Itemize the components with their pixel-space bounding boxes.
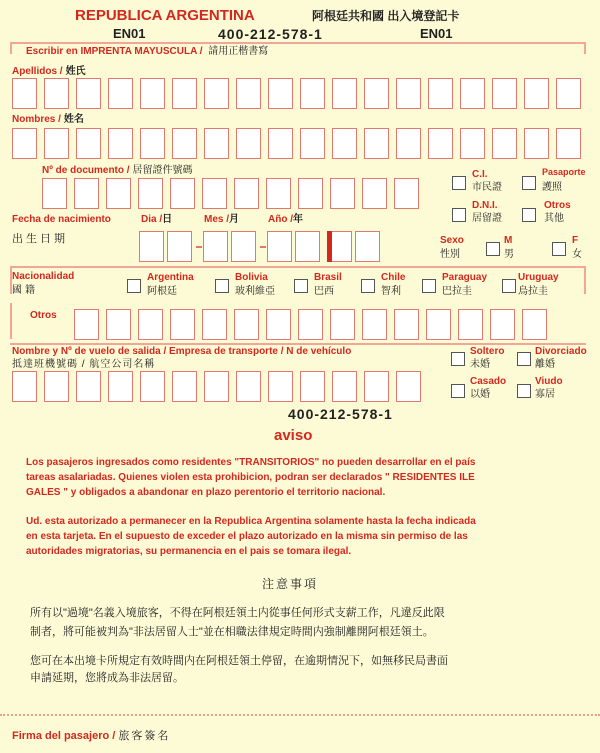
apellido-char-box[interactable] [332, 78, 357, 109]
otros-char-box[interactable] [362, 309, 387, 340]
fecha-char-box[interactable] [167, 231, 192, 262]
notice-p1-line1: 所有以"過境"名義入境旅客，不得在阿根廷領土内從事任何形式支薪工作，凡違反此限 [30, 607, 445, 619]
nombres-label: Nombres / 姓名 [12, 114, 84, 125]
top-frame-line [10, 42, 586, 44]
dni-checkbox[interactable] [452, 208, 466, 222]
fecha-separator [196, 246, 202, 248]
otros-char-box[interactable] [426, 309, 451, 340]
apellido-char-box[interactable] [428, 78, 453, 109]
nac-argentina-label-zh: 阿根廷 [147, 286, 177, 297]
apellido-char-box[interactable] [556, 78, 581, 109]
signature-separator [0, 714, 600, 716]
documento-char-box[interactable] [298, 178, 323, 209]
apellido-char-box[interactable] [140, 78, 165, 109]
nombre-char-box[interactable] [428, 128, 453, 159]
nac-paraguay-checkbox[interactable] [422, 279, 436, 293]
otros-char-box[interactable] [490, 309, 515, 340]
otros-char-box[interactable] [170, 309, 195, 340]
nombre-char-box[interactable] [76, 128, 101, 159]
nac-bolivia-label-zh: 玻利維亞 [235, 286, 275, 297]
apellido-char-box[interactable] [204, 78, 229, 109]
fecha-char-box[interactable] [295, 231, 320, 262]
apellido-char-box[interactable] [492, 78, 517, 109]
sexo-m-label: M [504, 235, 513, 246]
nombre-char-box[interactable] [204, 128, 229, 159]
country-title: REPUBLICA ARGENTINA [75, 7, 255, 24]
vuelo-char-box[interactable] [140, 371, 165, 402]
aviso-p1-line3: GALES " y obligados a abandonar en plazo perentorio el territorio nacional. [26, 487, 386, 498]
otros-char-box[interactable] [298, 309, 323, 340]
otros-doc-label: Otros [544, 200, 571, 211]
casado-label: Casado [470, 376, 507, 387]
apellido-char-box[interactable] [524, 78, 549, 109]
otros-char-box[interactable] [458, 309, 483, 340]
documento-char-box[interactable] [138, 178, 163, 209]
vuelo-char-box[interactable] [12, 371, 37, 402]
nombre-char-box[interactable] [172, 128, 197, 159]
sexo-label: Sexo [440, 235, 464, 246]
apellido-char-box[interactable] [300, 78, 325, 109]
viudo-checkbox[interactable] [517, 384, 531, 398]
otros-char-box[interactable] [266, 309, 291, 340]
otros-doc-label-zh: 其他 [544, 213, 564, 224]
aviso-p2-line1: Ud. esta autorizado a permanecer en la Republica Argentina solamente hasta la fecha indicada [26, 516, 476, 527]
nac-uruguay-checkbox[interactable] [502, 279, 516, 293]
notice-p2-line1: 您可在本出境卡所規定有效時間内在阿根廷領土停留，在逾期情況下，如無移民局書面 [30, 655, 448, 667]
code-right: EN01 [420, 26, 453, 41]
nombre-char-box[interactable] [332, 128, 357, 159]
card-number-repeat: 400-212-578-1 [288, 406, 393, 422]
nac-brasil-label: Brasil [314, 272, 342, 283]
code-left: EN01 [113, 26, 146, 41]
documento-char-box[interactable] [170, 178, 195, 209]
fecha-char-box[interactable] [203, 231, 228, 262]
nac-chile-label-zh: 智利 [381, 286, 401, 297]
apellido-char-box[interactable] [460, 78, 485, 109]
aviso-title: aviso [274, 427, 313, 444]
chinese-title: 阿根廷共和國 出入境登記卡 [312, 9, 460, 23]
vuelo-char-box[interactable] [44, 371, 69, 402]
vuelo-char-box[interactable] [396, 371, 421, 402]
nac-uruguay-label: Uruguay [518, 272, 559, 283]
aviso-p2-line2: en esta tarjeta. En el supuesto de exceder el plazo autorizado en la misma sin permiso de las [26, 531, 468, 542]
nombre-char-box[interactable] [524, 128, 549, 159]
nombre-char-box[interactable] [300, 128, 325, 159]
documento-label: Nº de documento / 居留證件號碼 [42, 165, 193, 176]
documento-char-box[interactable] [362, 178, 387, 209]
vuelo-char-box[interactable] [364, 371, 389, 402]
documento-char-box[interactable] [42, 178, 67, 209]
viudo-label-zh: 寡居 [535, 389, 555, 400]
nac-otros-label: Otros [30, 310, 57, 321]
fecha-char-box[interactable] [231, 231, 256, 262]
firma-label[interactable]: Firma del pasajero / 旅客簽名 [12, 730, 171, 742]
otros-char-box[interactable] [74, 309, 99, 340]
middle-frame-line [10, 266, 586, 268]
vuelo-char-box[interactable] [76, 371, 101, 402]
documento-char-box[interactable] [202, 178, 227, 209]
nombre-char-box[interactable] [44, 128, 69, 159]
nac-chile-checkbox[interactable] [361, 279, 375, 293]
nombre-char-box[interactable] [556, 128, 581, 159]
sexo-m-checkbox[interactable] [486, 242, 500, 256]
fecha-char-box[interactable] [267, 231, 292, 262]
divorciado-checkbox[interactable] [517, 352, 531, 366]
vuelo-label: Nombre y Nº de vuelo de salida / Empresa de transporte / N de vehículo [12, 346, 352, 357]
nac-paraguay-label-zh: 巴拉圭 [442, 286, 472, 297]
dni-label-zh: 居留證 [472, 213, 502, 224]
card-number: 400-212-578-1 [218, 26, 323, 42]
nacimiento-label: Fecha de nacimiento [12, 214, 111, 225]
notice-p1-line2: 制者，將可能被判為"非法居留人士"並在相職法律規定時間内強制離開阿根廷領土。 [30, 626, 434, 638]
fecha-char-box[interactable] [139, 231, 164, 262]
apellido-char-box[interactable] [268, 78, 293, 109]
sexo-m-label-zh: 男 [504, 249, 514, 260]
apellidos-label: Apellidos / 姓氏 [12, 66, 86, 77]
vuelo-char-box[interactable] [204, 371, 229, 402]
vuelo-char-box[interactable] [172, 371, 197, 402]
nacionalidad-label-zh: 國籍 [12, 285, 38, 296]
dia-label: Dia /日 [141, 214, 173, 225]
viudo-label: Viudo [535, 376, 563, 387]
apellido-char-box[interactable] [44, 78, 69, 109]
apellido-char-box[interactable] [108, 78, 133, 109]
pasaporte-label-zh: 護照 [542, 182, 562, 193]
dni-label: D.N.I. [472, 200, 498, 211]
ci-label: C.I. [472, 169, 488, 180]
sexo-f-label-zh: 女 [572, 249, 582, 260]
aviso-p2-line3: autoridades migratorias, su permanencia en el pais se tomara ilegal. [26, 546, 352, 557]
notice-p2-line2: 申請延期，您將成為非法居留。 [30, 672, 184, 684]
otros-char-box[interactable] [522, 309, 547, 340]
documento-char-box[interactable] [74, 178, 99, 209]
nac-chile-label: Chile [381, 272, 406, 283]
vuelo-char-box[interactable] [108, 371, 133, 402]
documento-char-box[interactable] [234, 178, 259, 209]
nombre-char-box[interactable] [108, 128, 133, 159]
otros-char-box[interactable] [330, 309, 355, 340]
nac-brasil-checkbox[interactable] [294, 279, 308, 293]
nombre-char-box[interactable] [492, 128, 517, 159]
nombre-char-box[interactable] [12, 128, 37, 159]
nombre-char-box[interactable] [460, 128, 485, 159]
nac-bolivia-checkbox[interactable] [215, 279, 229, 293]
vuelo-char-box[interactable] [268, 371, 293, 402]
otros-char-box[interactable] [234, 309, 259, 340]
divorciado-label: Divorciado [535, 346, 587, 357]
vuelo-char-box[interactable] [236, 371, 261, 402]
nac-uruguay-label-zh: 烏拉圭 [518, 286, 548, 297]
nac-argentina-checkbox[interactable] [127, 279, 141, 293]
documento-char-box[interactable] [106, 178, 131, 209]
apellido-char-box[interactable] [76, 78, 101, 109]
soltero-label: Soltero [470, 346, 505, 357]
vuelo-char-box[interactable] [300, 371, 325, 402]
pasaporte-checkbox[interactable] [522, 176, 536, 190]
vuelo-char-box[interactable] [332, 371, 357, 402]
instruction-label: Escribir en IMPRENTA MAYUSCULA / 請用正楷書寫 [26, 46, 269, 57]
nac-brasil-label-zh: 巴西 [314, 286, 334, 297]
fecha-year-marker [327, 231, 332, 262]
nombre-char-box[interactable] [140, 128, 165, 159]
nac-paraguay-label: Paraguay [442, 272, 488, 283]
otros-char-box[interactable] [106, 309, 131, 340]
apellido-char-box[interactable] [396, 78, 421, 109]
casado-label-zh: 以婚 [470, 389, 490, 400]
otros-char-box[interactable] [394, 309, 419, 340]
sexo-f-label: F [572, 235, 579, 246]
nombre-char-box[interactable] [364, 128, 389, 159]
vuelo-label-zh: 抵達班機號碼 / 航空公司名稱 [12, 359, 156, 370]
anio-label: Año /年 [268, 214, 303, 225]
nombre-char-box[interactable] [268, 128, 293, 159]
apellido-char-box[interactable] [12, 78, 37, 109]
notice-title: 注意事項 [262, 577, 319, 591]
nacimiento-label-zh: 出生日期 [12, 233, 68, 245]
fecha-char-box[interactable] [355, 231, 380, 262]
nac-argentina-label: Argentina [147, 272, 194, 283]
nac-bolivia-label: Bolivia [235, 272, 268, 283]
casado-checkbox[interactable] [451, 384, 465, 398]
nacionalidad-label: Nacionalidad [12, 271, 75, 282]
mes-label: Mes /月 [204, 214, 240, 225]
nombre-char-box[interactable] [236, 128, 261, 159]
soltero-label-zh: 未婚 [470, 359, 490, 370]
sexo-f-checkbox[interactable] [552, 242, 566, 256]
apellido-char-box[interactable] [364, 78, 389, 109]
fecha-separator [260, 246, 266, 248]
divorciado-label-zh: 離婚 [535, 359, 555, 370]
aviso-p1-line1: Los pasajeros ingresados como residentes "TRANSITORIOS" no pueden desarrollar en el país [26, 457, 476, 468]
ci-label-zh: 市民證 [472, 182, 502, 193]
apellido-char-box[interactable] [236, 78, 261, 109]
sexo-label-zh: 性別 [440, 249, 460, 260]
otros-char-box[interactable] [202, 309, 227, 340]
aviso-p1-line2: tareas asalariadas. Quienes violen esta prohibicion, podran ser declarados " RESIDENTES ILE [26, 472, 475, 483]
documento-char-box[interactable] [394, 178, 419, 209]
otros-char-box[interactable] [138, 309, 163, 340]
pasaporte-label: Pasaporte [542, 167, 586, 177]
ci-checkbox[interactable] [452, 176, 466, 190]
nombre-char-box[interactable] [396, 128, 421, 159]
apellido-char-box[interactable] [172, 78, 197, 109]
documento-char-box[interactable] [266, 178, 291, 209]
otros-doc-checkbox[interactable] [522, 208, 536, 222]
documento-char-box[interactable] [330, 178, 355, 209]
soltero-checkbox[interactable] [451, 352, 465, 366]
